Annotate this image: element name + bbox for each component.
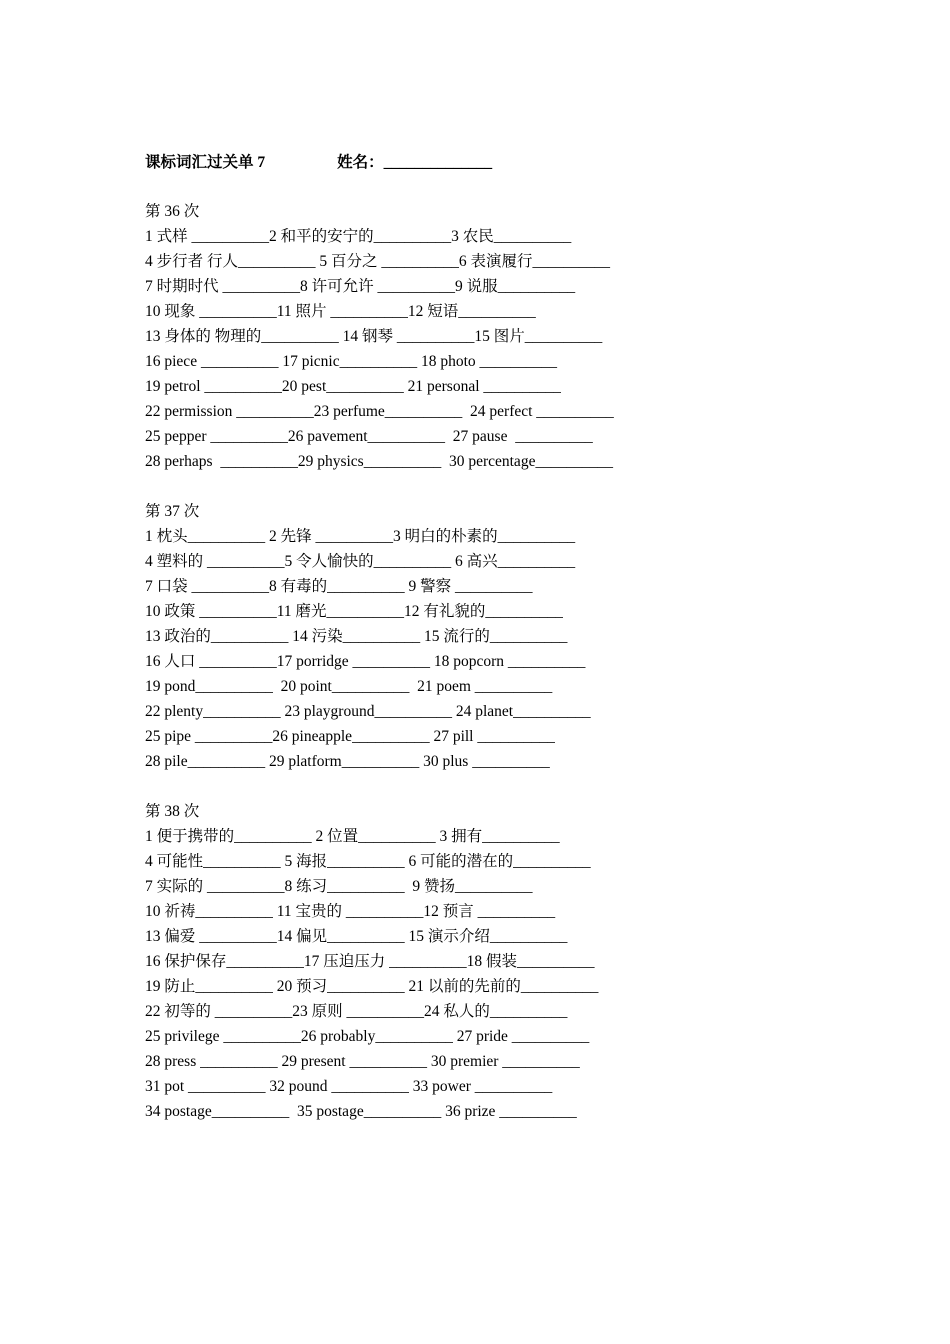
vocab-row: 28 perhaps __________29 physics__________ 30 percentage__________: [145, 453, 613, 470]
vocab-row: 22 初等的 __________23 原则 __________24 私人的__________: [145, 1003, 568, 1020]
vocab-row: 4 塑料的 __________5 令人愉快的__________ 6 高兴__________: [145, 553, 576, 570]
vocab-section: [145, 199, 905, 499]
vocab-row: 1 式样 __________2 和平的安宁的__________3 农民__________: [145, 228, 572, 245]
section-heading: 第 37 次: [145, 503, 200, 520]
vocab-row: 7 口袋 __________8 有毒的__________ 9 警察 __________: [145, 578, 533, 595]
vocab-row: 16 piece __________ 17 picnic__________ 18 photo __________: [145, 353, 557, 370]
vocab-row: 31 pot __________ 32 pound __________ 33 power __________: [145, 1078, 553, 1095]
vocab-row: 10 现象 __________11 照片 __________12 短语__________: [145, 303, 536, 320]
vocab-row: 22 permission __________23 perfume__________ 24 perfect __________: [145, 403, 614, 420]
vocab-row: 1 便于携带的__________ 2 位置__________ 3 拥有__________: [145, 828, 560, 845]
worksheet-header: [145, 150, 905, 174]
vocab-row: 13 政治的__________ 14 污染__________ 15 流行的__________: [145, 628, 568, 645]
vocab-row: 4 可能性__________ 5 海报__________ 6 可能的潜在的__________: [145, 853, 591, 870]
vocab-row: 28 pile__________ 29 platform__________ 30 plus __________: [145, 753, 550, 770]
vocab-row: 19 petrol __________20 pest__________ 21 personal __________: [145, 378, 561, 395]
vocab-row: 7 时期时代 __________8 许可允许 __________9 说服__________: [145, 278, 576, 295]
vocab-row: 4 步行者 行人__________ 5 百分之 __________6 表演履行__________: [145, 253, 611, 270]
vocab-row: 1 枕头__________ 2 先锋 __________3 明白的朴素的__________: [145, 528, 576, 545]
spacer: [145, 174, 905, 199]
spacer: [145, 774, 905, 799]
vocab-row: 34 postage__________ 35 postage__________ 36 prize __________: [145, 1103, 577, 1120]
vocab-section: [145, 799, 905, 1124]
vocab-row: 7 实际的 __________8 练习__________ 9 赞扬__________: [145, 878, 533, 895]
vocab-row: 19 防止__________ 20 预习__________ 21 以前的先前的__________: [145, 978, 599, 995]
vocab-row: 10 政策 __________11 磨光__________12 有礼貌的__________: [145, 603, 563, 620]
vocab-row: 16 保护保存__________17 压迫压力 __________18 假装__________: [145, 953, 595, 970]
vocab-row: 28 press __________ 29 present __________ 30 premier __________: [145, 1053, 580, 1070]
vocab-row: 25 pepper __________26 pavement__________ 27 pause __________: [145, 428, 593, 445]
vocab-row: 10 祈祷__________ 11 宝贵的 __________12 预言 __________: [145, 903, 556, 920]
vocab-row: 19 pond__________ 20 point__________ 21 poem __________: [145, 678, 553, 695]
spacer: [145, 474, 905, 499]
worksheet-title: 课标词汇过关单 7: [145, 154, 266, 171]
vocab-row: 25 privilege __________26 probably__________ 27 pride __________: [145, 1028, 590, 1045]
name-label: 姓名：: [337, 154, 384, 171]
vocab-row: 22 plenty__________ 23 playground__________ 24 planet__________: [145, 703, 591, 720]
vocab-section: [145, 499, 905, 799]
section-heading: 第 38 次: [145, 803, 200, 820]
vocab-row: 25 pipe __________26 pineapple__________ 27 pill __________: [145, 728, 555, 745]
vocabulary-sections: [145, 199, 905, 1124]
section-heading: 第 36 次: [145, 203, 200, 220]
vocab-row: 13 偏爱 __________14 偏见__________ 15 演示介绍__________: [145, 928, 568, 945]
vocab-row: 13 身体的 物理的__________ 14 钢琴 __________15 图片__________: [145, 328, 603, 345]
name-blank: ______________: [383, 154, 493, 171]
vocab-row: 16 人口 __________17 porridge __________ 18 popcorn __________: [145, 653, 586, 670]
worksheet-page: [145, 150, 905, 1124]
